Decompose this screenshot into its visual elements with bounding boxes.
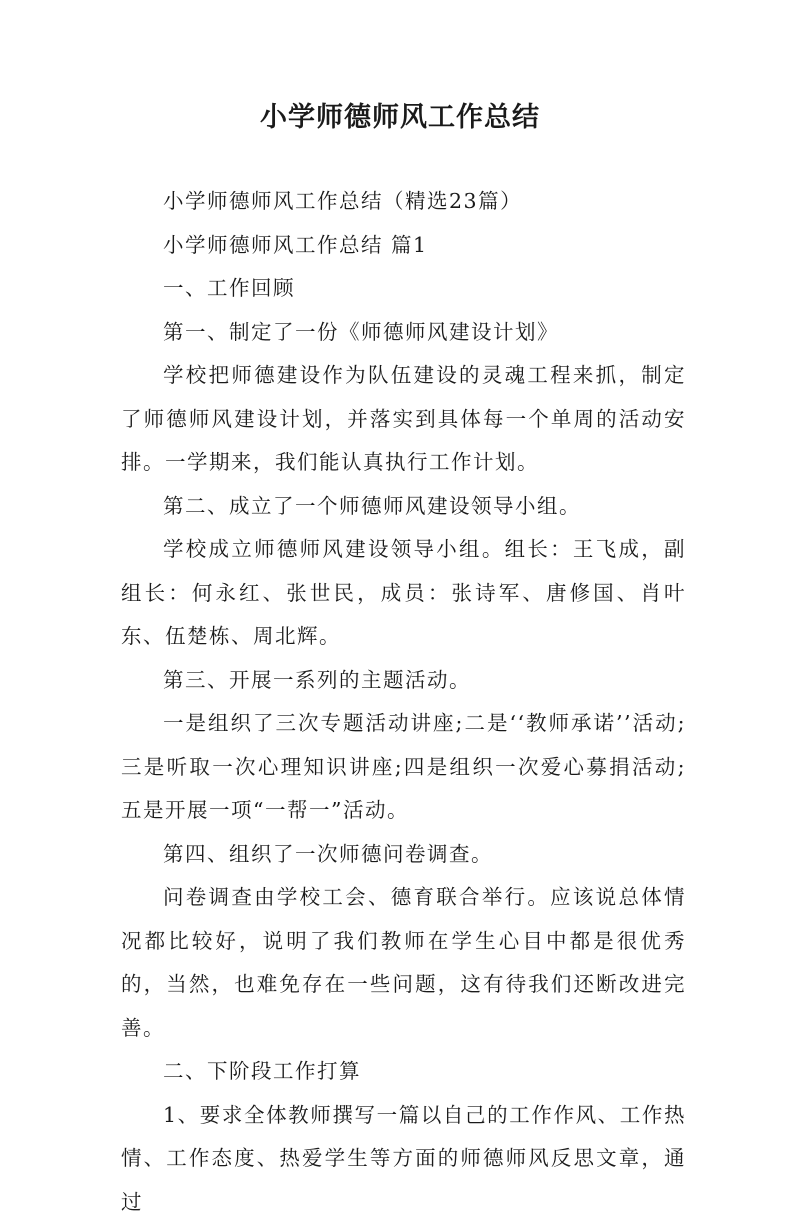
paragraph-plan-item-1: 1、要求全体教师撰写一篇以自己的工作作风、工作热情、工作态度、热爱学生等方面的师德师风反思文章，通过 bbox=[121, 1094, 686, 1224]
document-title: 小学师德师风工作总结 bbox=[0, 98, 800, 138]
paragraph-section-heading: 小学师德师风工作总结 篇1 bbox=[121, 224, 686, 268]
paragraph-item-1-heading: 第一、制定了一份《师德师风建设计划》 bbox=[121, 311, 686, 355]
paragraph-item-3-body: 一是组织了三次专题活动讲座;二是‘‘教师承诺’’活动;三是听取一次心理知识讲座;四是组织一次爱心募捐活动;五是开展一项“一帮一”活动。 bbox=[121, 702, 686, 833]
paragraph-item-1-body: 学校把师德建设作为队伍建设的灵魂工程来抓，制定了师德师风建设计划，并落实到具体每一个单周的活动安排。一学期来，我们能认真执行工作计划。 bbox=[121, 354, 686, 485]
paragraph-work-review-heading: 一、工作回顾 bbox=[121, 267, 686, 311]
paragraph-item-2-body: 学校成立师德师风建设领导小组。组长：王飞成，副组长：何永红、张世民，成员：张诗军、唐修国、肖叶东、伍楚栋、周北辉。 bbox=[121, 528, 686, 659]
paragraph-item-4-heading: 第四、组织了一次师德问卷调查。 bbox=[121, 833, 686, 877]
paragraph-item-3-heading: 第三、开展一系列的主题活动。 bbox=[121, 659, 686, 703]
paragraph-item-2-heading: 第二、成立了一个师德师风建设领导小组。 bbox=[121, 485, 686, 529]
paragraph-subtitle: 小学师德师风工作总结（精选23篇） bbox=[121, 180, 686, 224]
document-body bbox=[121, 180, 686, 1224]
paragraph-item-4-body: 问卷调查由学校工会、德育联合举行。应该说总体情况都比较好，说明了我们教师在学生心目中都是很优秀的，当然，也难免存在一些问题，这有待我们还断改进完善。 bbox=[121, 876, 686, 1050]
paragraph-next-plan-heading: 二、下阶段工作打算 bbox=[121, 1050, 686, 1094]
